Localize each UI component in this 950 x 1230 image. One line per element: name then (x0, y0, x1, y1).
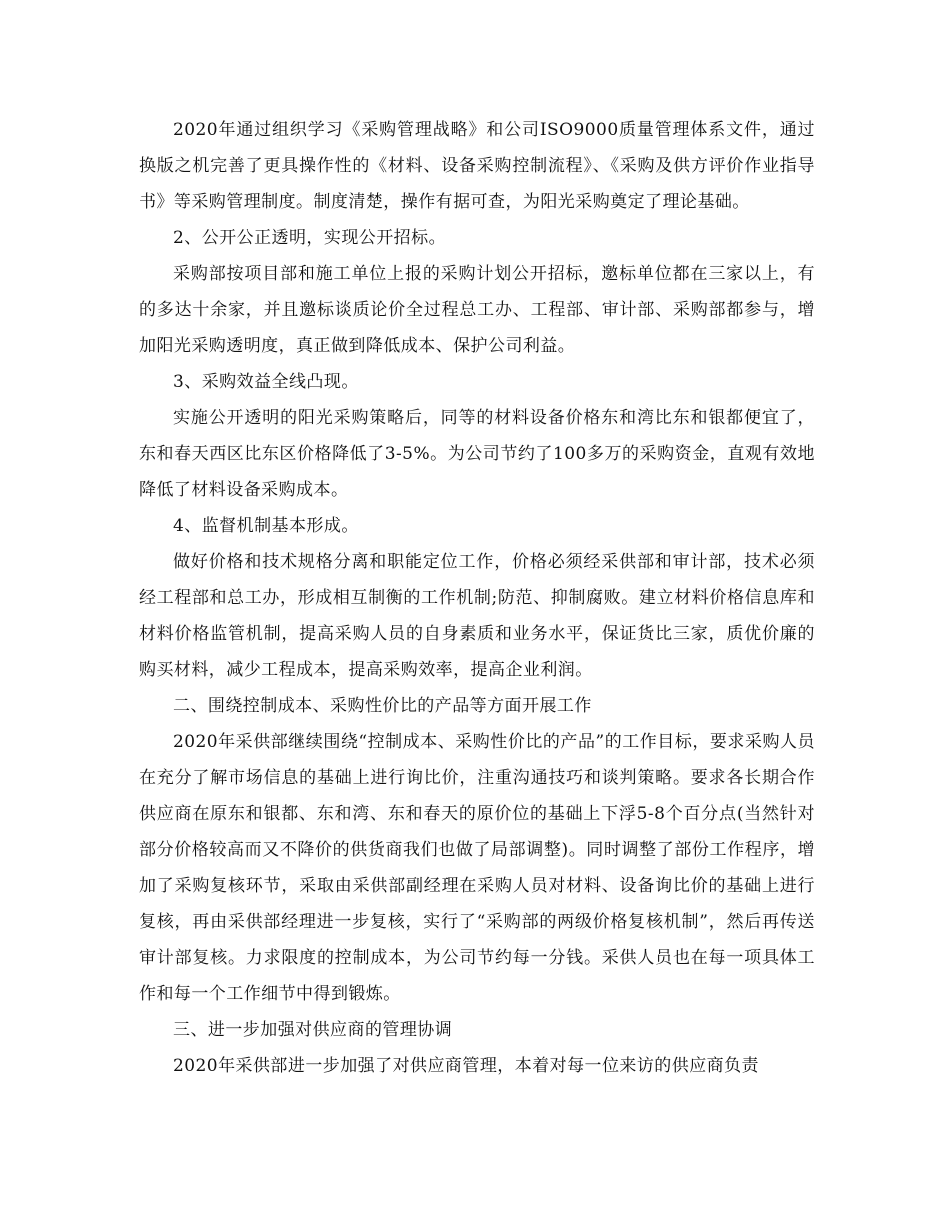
section-heading-supplier-management: 三、进一步加强对供应商的管理协调 (173, 1020, 453, 1040)
paragraph-supplier-management: 2020年采供部进一步加强了对供应商管理，本着对每一位来访的供应商负责 (173, 1056, 760, 1076)
document-body (139, 112, 815, 1084)
section-heading-supervision: 4、监督机制基本形成。 (173, 516, 359, 536)
paragraph-procurement-system: 2020年通过组织学习《采购管理战略》和公司ISO9000质量管理体系文件，通过换版之机完善了更具操作性的《材料、设备采购控制流程》、《采购及供方评价作业指导书》等采购管理制度。制度清楚，操作有据可查，为阳光采购奠定了理论基础。 (139, 120, 815, 212)
section-heading-open-bidding: 2、公开公正透明，实现公开招标。 (173, 228, 447, 248)
paragraph-cost-control: 2020年采供部继续围绕“控制成本、采购性价比的产品”的工作目标，要求采购人员在充分了解市场信息的基础上进行询比价，注重沟通技巧和谈判策略。要求各长期合作供应商在原东和银都、东和湾、东和春天的原价位的基础上下浮5-8个百分点(当然针对部分价格较高而又不降价的供货商我们也做了局部调整)。同时调整了部份工作程序，增加了采购复核环节，采取由采供部副经理在采购人员对材料、设备询比价的基础上进行复核，再由采供部经理进一步复核，实行了“采购部的两级价格复核机制”，然后再传送审计部复核。力求限度的控制成本，为公司节约每一分钱。采供人员也在每一项具体工作和每一个工作细节中得到锻炼。 (139, 732, 815, 1004)
paragraph-procurement-benefits: 实施公开透明的阳光采购策略后，同等的材料设备价格东和湾比东和银都便宜了，东和春天西区比东区价格降低了3-5%。为公司节约了100多万的采购资金，直观有效地降低了材料设备采购成本。 (139, 408, 815, 500)
paragraph-supervision: 做好价格和技术规格分离和职能定位工作，价格必须经采供部和审计部，技术必须经工程部和总工办，形成相互制衡的工作机制;防范、抑制腐败。建立材料价格信息库和材料价格监管机制，提高采购人员的自身素质和业务水平，保证货比三家，质优价廉的购买材料，减少工程成本，提高采购效率，提高企业利润。 (139, 552, 815, 680)
section-heading-procurement-benefits: 3、采购效益全线凸现。 (173, 372, 359, 392)
paragraph-open-bidding: 采购部按项目部和施工单位上报的采购计划公开招标，邀标单位都在三家以上，有的多达十余家，并且邀标谈质论价全过程总工办、工程部、审计部、采购部都参与，增加阳光采购透明度，真正做到降低成本、保护公司利益。 (139, 264, 815, 356)
section-heading-cost-control: 二、围绕控制成本、采购性价比的产品等方面开展工作 (173, 696, 592, 716)
